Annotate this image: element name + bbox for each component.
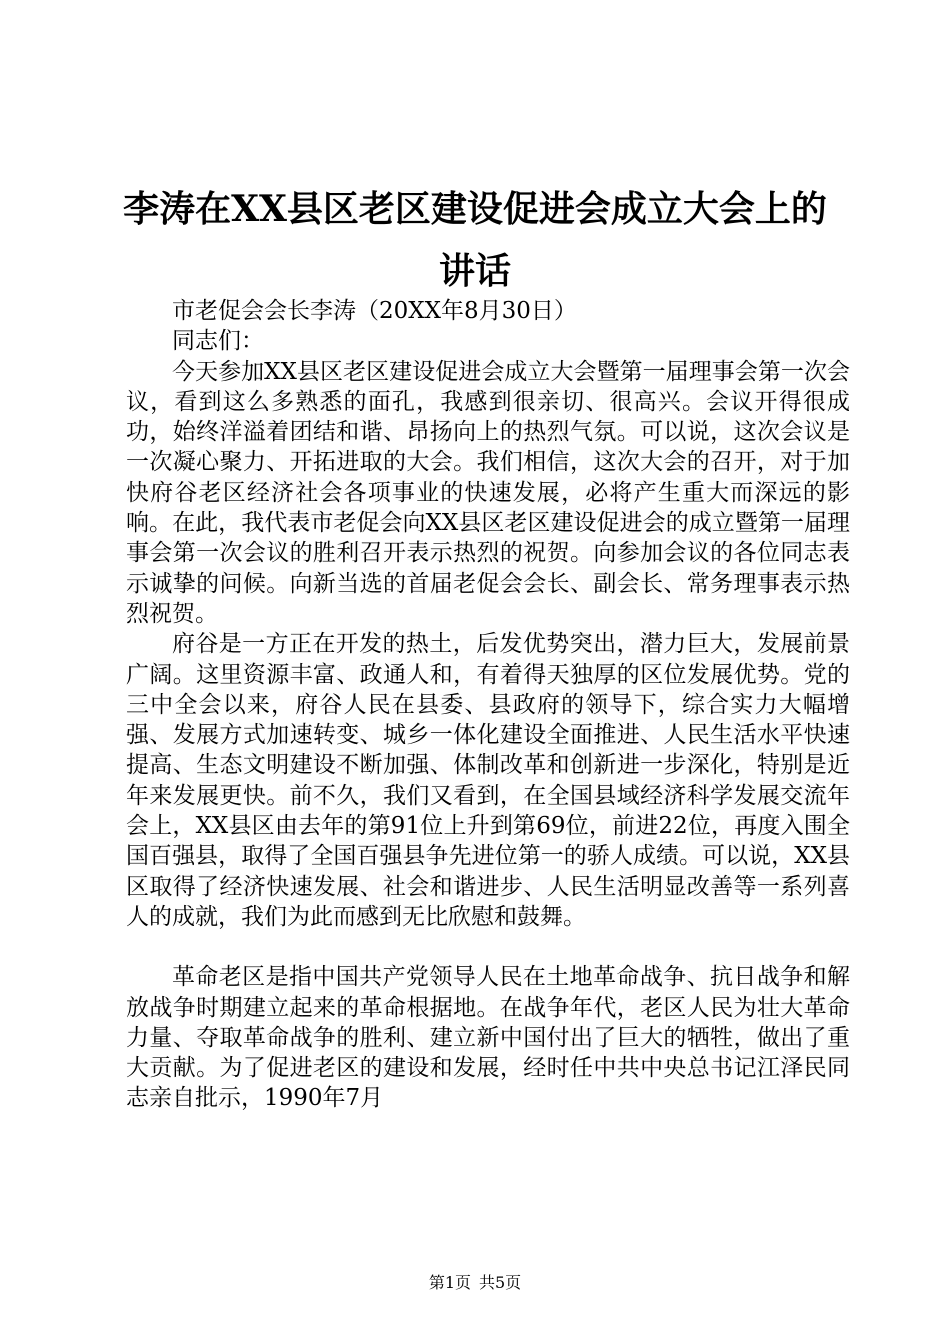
page-total: 共5页: [479, 1273, 522, 1292]
salutation: 同志们：: [172, 328, 264, 355]
title-line-2: 讲话: [438, 250, 511, 292]
paragraph-2: 府谷是一方正在开发的热土，后发优势突出，潜力巨大，发展前景广阔。这里资源丰富、政通人和，有着得天独厚的区位发展优势。党的三中全会以来，府谷人民在县委、县政府的领导下，综合实力大幅增强、发展方式加速转变、城乡一体化建设全面推进、人民生活水平快速提高、生态文明建设不断加强、体制改革和创新进一步深化，特别是近年来发展更快。前不久，我们又看到，在全国县域经济科学发展交流年会上，XX县区由去年的第91位上升到第69位，前进22位，再度入围全国百强县，取得了全国百强县争先进位第一的骄人成绩。可以说，XX县区取得了经济快速发展、社会和谐进步、人民生活明显改善等一系列喜人的成就，我们为此而感到无比欣慰和鼓舞。: [126, 631, 850, 930]
byline: 市老促会会长李涛（20XX年8月30日）: [172, 298, 577, 324]
document-title: [110, 178, 840, 302]
paragraph-1: 今天参加XX县区老区建设促进会成立大会暨第一届理事会第一次会议，看到这么多熟悉的面孔，我感到很亲切、很高兴。会议开得很成功，始终洋溢着团结和谐、昂扬向上的热烈气氛。可以说，这次会议是一次凝心聚力、开拓进取的大会。我们相信，这次大会的召开，对于加快府谷老区经济社会各项事业的快速发展，必将产生重大而深远的影响。在此，我代表市老促会向XX县区老区建设促进会的成立暨第一届理事会第一次会议的胜利召开表示热烈的祝贺。向参加会议的各位同志表示诚挚的问候。向新当选的首届老促会会长、副会长、常务理事表示热烈祝贺。: [126, 358, 850, 627]
page-footer: [0, 1273, 950, 1293]
title-line-1: 李涛在XX县区老区建设促进会成立大会上的: [123, 188, 827, 230]
paragraph-3: 革命老区是指中国共产党领导人民在土地革命战争、抗日战争和解放战争时期建立起来的革命根据地。在战争年代，老区人民为壮大革命力量、夺取革命战争的胜利、建立新中国付出了巨大的牺牲，做出了重大贡献。为了促进老区的建设和发展，经时任中共中央总书记江泽民同志亲自批示，1990年7月: [126, 964, 850, 1112]
page-number: 第1页: [428, 1273, 471, 1292]
document-body: [126, 296, 850, 1114]
